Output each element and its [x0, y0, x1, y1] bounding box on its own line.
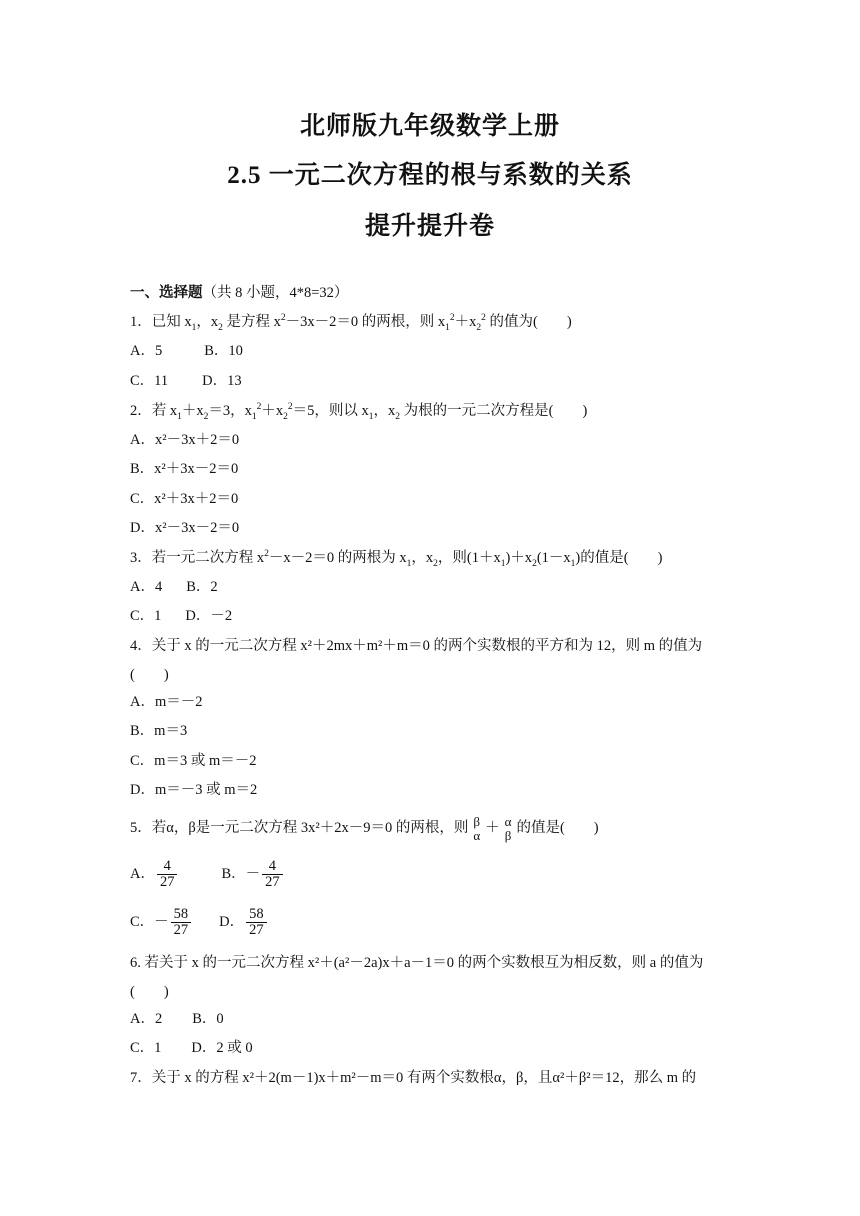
question-5-options-cd: C．－ $\frac{58}{27}$ D． $\frac{58}{27}$: [130, 904, 269, 940]
question-4-option-c: C．m＝3 或 m＝－2: [130, 753, 257, 769]
section-note: （共 8 小题，4*8=32）: [202, 285, 349, 301]
question-2-option-c: C．x²＋3x＋2＝0: [130, 491, 239, 507]
question-2-option-d: D．x²－3x－2＝0: [130, 520, 240, 536]
fraction-alpha-over-beta: α β: [504, 813, 512, 843]
question-2-option-a: A．x²－3x＋2＝0: [130, 432, 240, 448]
option-a: A．4: [130, 579, 163, 595]
doc-title-line1: 北师版九年级数学上册: [299, 113, 560, 140]
doc-title-line2: 2.5 一元二次方程的根与系数的关系: [227, 162, 633, 189]
option-d: D．2 或 0: [191, 1040, 253, 1056]
question-7: 7．关于 x 的方程 x²＋2(m－1)x＋m²－m＝0 有两个实数根α，β，且α²＋β²＝12，那么 m 的: [130, 1070, 697, 1086]
section-label: 一、选择题: [130, 285, 203, 301]
section-heading: [130, 284, 348, 302]
question-4-option-a: A．m＝－2: [130, 694, 203, 710]
question-3: 3．若一元二次方程 $x^2-x-2=0$ 的两根为 $x_1$，$x_2$，则$(1+x_1)+x_2(1-x_1)$的值是( ): [130, 549, 663, 569]
option-a: A．5: [130, 343, 163, 359]
option-b: B．2: [186, 579, 218, 595]
question-4-option-d: D．m＝－3 或 m＝2: [130, 782, 258, 798]
option-b: B．10: [204, 343, 243, 359]
doc-title-line3: 提升提升卷: [364, 213, 495, 240]
question-1: 1．已知 $x_1$，$x_2$ 是方程 $x^2-3x-2=0$ 的两根，则 $x_1^2+x_2^2$ 的值为( ): [130, 313, 572, 333]
question-5-options-ab: A． $\frac{4}{27}$ B．－ $\frac{4}{27}$: [130, 856, 285, 892]
question-6-options-cd: [130, 1039, 253, 1057]
option-c-fraction: $\frac{58}{27}$: [171, 907, 192, 938]
option-a-fraction: $\frac{4}{27}$: [157, 859, 178, 890]
question-4-option-b: B．m＝3: [130, 723, 188, 739]
question-3-options-cd: [130, 607, 232, 625]
option-d: D．－2: [185, 608, 233, 624]
question-1-options-ab: [130, 342, 243, 360]
option-b: B．0: [192, 1011, 224, 1027]
question-4: 4．关于 x 的一元二次方程 x²＋2mx＋m²＋m＝0 的两个实数根的平方和为 12，则 m 的值为: [130, 638, 703, 654]
question-2-option-b: B．x²＋3x－2＝0: [130, 461, 239, 477]
option-c: C．11: [130, 373, 169, 389]
option-b-fraction: $\frac{4}{27}$: [262, 859, 283, 890]
option-a: A．2: [130, 1011, 163, 1027]
question-5: 5．若α，β是一元二次方程 3x²＋2x－9＝0 的两根，则 β α ＋ α β 的值是( ): [130, 813, 599, 843]
fraction-beta-over-alpha: β α: [473, 813, 481, 843]
question-2: 2．若 $x_1+x_2=3$，$x_1^2+x_2^2=5$，则以 $x_1$，$x_2$ 为根的一元二次方程是( ): [130, 402, 588, 422]
option-d-fraction: $\frac{58}{27}$: [246, 907, 267, 938]
question-6: 6. 若关于 x 的一元二次方程 x²＋(a²－2a)x＋a－1＝0 的两个实数根互为相反数，则 a 的值为: [130, 955, 704, 971]
question-1-options-cd: [130, 372, 242, 390]
option-d: D．13: [202, 373, 242, 389]
question-6-paren: ( ): [130, 984, 169, 1000]
question-4-paren: ( ): [130, 667, 169, 683]
question-3-options-ab: [130, 578, 218, 596]
option-c: C．1: [130, 1040, 162, 1056]
question-6-options-ab: [130, 1010, 224, 1028]
option-c: C．1: [130, 608, 162, 624]
